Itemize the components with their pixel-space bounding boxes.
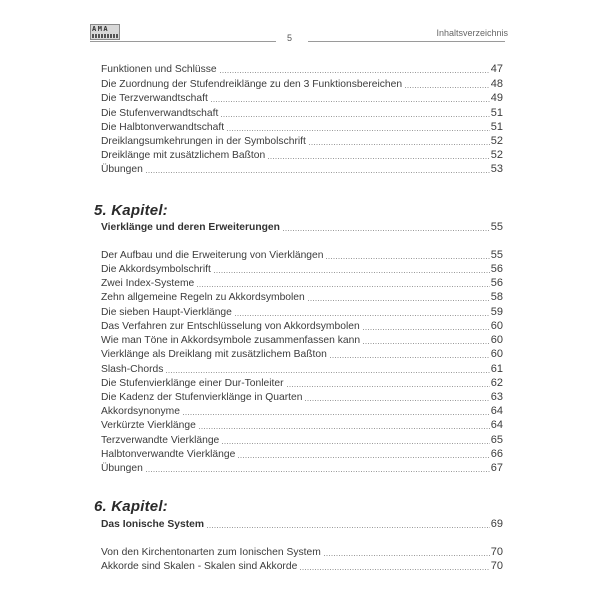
toc-entry-title: Die Kadenz der Stufenvierklänge in Quarten [101, 392, 303, 403]
toc-entry[interactable] [101, 290, 503, 305]
toc-entry-page: 61 [490, 363, 503, 375]
dot-leader [166, 372, 489, 373]
toc-entry-title: Der Aufbau und die Erweiterung von Vierklängen [101, 250, 324, 261]
chapter-heading: 6. Kapitel: [94, 498, 168, 515]
toc-entry-title: Vierklänge als Dreiklang mit zusätzlichem Baßton [101, 349, 327, 360]
dot-leader [238, 457, 489, 458]
dot-leader [305, 400, 489, 401]
toc-entry-title: Die Zuordnung der Stufendreiklänge zu den 3 Funktionsbereichen [101, 79, 403, 90]
dot-leader [363, 343, 490, 344]
header-title: Inhaltsverzeichnis [436, 28, 508, 38]
dot-leader [309, 144, 490, 145]
toc-entry[interactable] [101, 276, 503, 291]
toc-entry[interactable] [101, 148, 503, 163]
toc-entry-page: 49 [490, 92, 503, 104]
toc-entry-page: 66 [490, 448, 503, 460]
toc-entry-page: 70 [490, 546, 503, 558]
toc-entry[interactable] [101, 319, 503, 334]
toc-entry-title: Akkordsynonyme [101, 406, 180, 417]
toc-entry-page: 53 [490, 163, 503, 175]
chapter-title: Das Ionische System [101, 519, 205, 530]
header-rule-right [308, 41, 505, 42]
dot-leader [211, 101, 490, 102]
dot-leader [220, 72, 490, 73]
toc-entry[interactable] [101, 447, 503, 462]
publisher-logo [90, 24, 120, 40]
toc-entry-page: 52 [490, 135, 503, 147]
toc-entry-page: 69 [490, 518, 503, 530]
toc-entry-title: Übungen [101, 463, 143, 474]
dot-leader [221, 116, 489, 117]
toc-entry-title: Halbtonverwandte Vierklänge [101, 449, 236, 460]
dot-leader [330, 357, 490, 358]
toc-entry-title: Die Halbtonverwandtschaft [101, 122, 225, 133]
toc-entry-title: Dreiklänge mit zusätzlichem Baßton [101, 150, 266, 161]
dot-leader [146, 172, 490, 173]
dot-leader [183, 414, 490, 415]
toc-entry[interactable] [101, 418, 503, 433]
logo-keyboard-icon [92, 34, 118, 38]
toc-entry-page: 55 [490, 249, 503, 261]
page-header [88, 22, 508, 50]
toc-entry-title: Akkorde sind Skalen - Skalen sind Akkorde [101, 561, 298, 572]
page-number: 5 [287, 33, 293, 43]
chapter-title-entry[interactable] [101, 517, 503, 532]
toc-entry[interactable] [101, 545, 503, 560]
toc-entry-title: Funktionen und Schlüsse [101, 64, 217, 75]
chapter-heading: 5. Kapitel: [94, 202, 168, 219]
dot-leader [308, 300, 490, 301]
logo-text: AMA [92, 25, 110, 33]
toc-entry[interactable] [101, 120, 503, 135]
toc-entry-title: Das Verfahren zur Entschlüsselung von Akkordsymbolen [101, 321, 360, 332]
toc-entry[interactable] [101, 404, 503, 419]
toc-entry[interactable] [101, 559, 503, 574]
toc-entry-page: 51 [490, 107, 503, 119]
toc-entry-page: 55 [490, 221, 503, 233]
toc-entry-page: 64 [490, 419, 503, 431]
toc-entry-page: 56 [490, 277, 503, 289]
toc-entry-title: Dreiklangsumkehrungen in der Symbolschrift [101, 136, 306, 147]
toc-entry[interactable] [101, 376, 503, 391]
toc-entry[interactable] [101, 262, 503, 277]
header-rule-left [90, 41, 276, 42]
toc-entry-title: Übungen [101, 164, 143, 175]
toc-entry[interactable] [101, 248, 503, 263]
toc-entry-page: 47 [490, 63, 503, 75]
toc-entry-page: 60 [490, 334, 503, 346]
toc-entry-page: 67 [490, 462, 503, 474]
toc-entry-title: Zwei Index-Systeme [101, 278, 195, 289]
toc-entry-title: Die Akkordsymbolschrift [101, 264, 211, 275]
dot-leader [300, 569, 489, 570]
chapter-title-entry[interactable] [101, 220, 503, 235]
toc-entry-title: Verkürzte Vierklänge [101, 420, 196, 431]
toc-entry-page: 62 [490, 377, 503, 389]
dot-leader [363, 329, 490, 330]
toc-entry[interactable] [101, 134, 503, 149]
toc-entry-page: 56 [490, 263, 503, 275]
toc-entry[interactable] [101, 162, 503, 177]
dot-leader [199, 428, 490, 429]
toc-entry-page: 60 [490, 320, 503, 332]
toc-entry[interactable] [101, 77, 503, 92]
toc-entry[interactable] [101, 62, 503, 77]
toc-entry-title: Slash-Chords [101, 364, 164, 375]
dot-leader [235, 315, 490, 316]
toc-entry-title: Die sieben Haupt-Vierklänge [101, 307, 232, 318]
toc-entry[interactable] [101, 106, 503, 121]
toc-entry-title: Die Terzverwandtschaft [101, 93, 208, 104]
toc-entry-title: Zehn allgemeine Regeln zu Akkordsymbolen [101, 292, 305, 303]
toc-entry[interactable] [101, 347, 503, 362]
toc-entry-page: 51 [490, 121, 503, 133]
dot-leader [207, 527, 490, 528]
dot-leader [197, 286, 489, 287]
toc-entry-title: Terzverwandte Vierklänge [101, 435, 220, 446]
dot-leader [283, 230, 490, 231]
dot-leader [326, 258, 489, 259]
toc-entry-page: 48 [490, 78, 503, 90]
toc-entry-page: 52 [490, 149, 503, 161]
dot-leader [222, 443, 489, 444]
toc-entry-page: 64 [490, 405, 503, 417]
dot-leader [214, 272, 490, 273]
toc-entry-title: Wie man Töne in Akkordsymbole zusammenfassen kann [101, 335, 361, 346]
toc-entry[interactable] [101, 433, 503, 448]
toc-entry[interactable] [101, 461, 503, 476]
dot-leader [405, 87, 490, 88]
dot-leader [268, 158, 490, 159]
toc-entry-title: Die Stufenvierklänge einer Dur-Tonleiter [101, 378, 284, 389]
toc-entry-page: 70 [490, 560, 503, 572]
toc-entry-page: 63 [490, 391, 503, 403]
toc-entry-page: 65 [490, 434, 503, 446]
chapter-title: Vierklänge und deren Erweiterungen [101, 222, 280, 233]
toc-entry-page: 60 [490, 348, 503, 360]
dot-leader [146, 471, 490, 472]
toc-entry-page: 59 [490, 306, 503, 318]
dot-leader [287, 386, 490, 387]
toc-entry-page: 58 [490, 291, 503, 303]
dot-leader [324, 555, 490, 556]
toc-entry[interactable] [101, 305, 503, 320]
dot-leader [227, 130, 490, 131]
toc-entry[interactable] [101, 333, 503, 348]
toc-entry-title: Von den Kirchentonarten zum Ionischen System [101, 547, 321, 558]
toc-entry[interactable] [101, 362, 503, 377]
toc-entry[interactable] [101, 390, 503, 405]
toc-entry-title: Die Stufenverwandtschaft [101, 108, 219, 119]
toc-entry[interactable] [101, 91, 503, 106]
